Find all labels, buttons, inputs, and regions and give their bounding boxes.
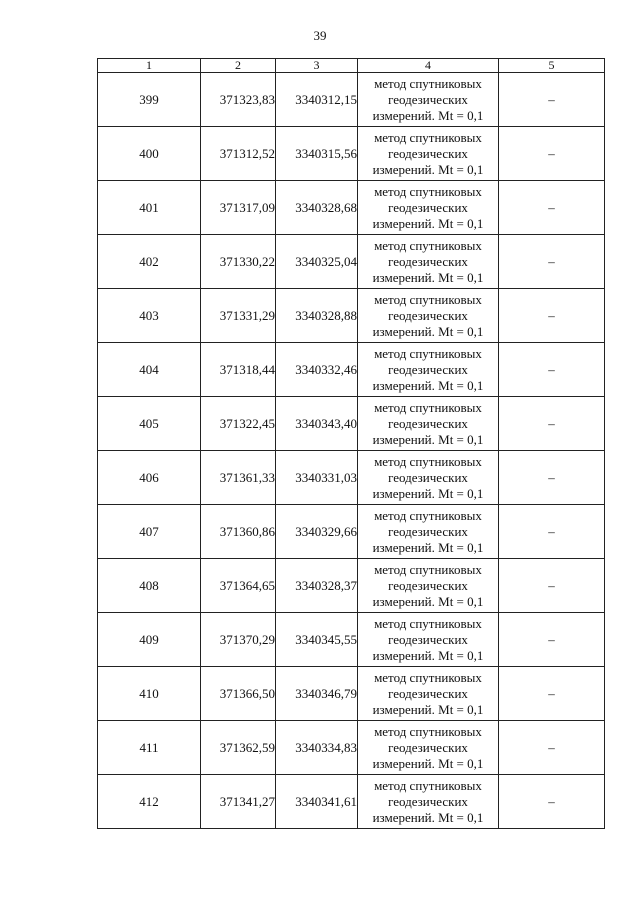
header-col-4: 4 xyxy=(358,59,499,73)
method-cell xyxy=(358,667,499,721)
table-body xyxy=(98,73,605,829)
method-cell xyxy=(358,289,499,343)
point-number-cell: 404 xyxy=(98,343,201,397)
header-col-1: 1 xyxy=(98,59,201,73)
y-coordinate-cell: 3340328,37 xyxy=(276,559,358,613)
table-row xyxy=(98,559,605,613)
header-col-3: 3 xyxy=(276,59,358,73)
method-text-line: геодезических xyxy=(388,145,468,161)
table-row xyxy=(98,289,605,343)
table-header xyxy=(98,59,605,73)
header-col-5: 5 xyxy=(499,59,605,73)
method-text-line: метод спутниковых xyxy=(374,507,482,523)
table-row xyxy=(98,397,605,451)
method-text-line: измерений. Mt = 0,1 xyxy=(372,809,484,825)
method-text-line: измерений. Mt = 0,1 xyxy=(372,701,484,717)
x-coordinate-cell: 371318,44 xyxy=(201,343,276,397)
method-text-line: метод спутниковых xyxy=(374,237,482,253)
y-coordinate-cell: 3340312,15 xyxy=(276,73,358,127)
method-text-line: измерений. Mt = 0,1 xyxy=(372,161,484,177)
method-cell xyxy=(358,397,499,451)
point-number-cell: 406 xyxy=(98,451,201,505)
point-number-cell: 411 xyxy=(98,721,201,775)
note-cell: – xyxy=(499,127,605,181)
x-coordinate-cell: 371312,52 xyxy=(201,127,276,181)
note-cell: – xyxy=(499,235,605,289)
y-coordinate-cell: 3340328,68 xyxy=(276,181,358,235)
coordinates-table xyxy=(97,58,605,829)
method-text-line: геодезических xyxy=(388,577,468,593)
method-text-line: измерений. Mt = 0,1 xyxy=(372,323,484,339)
method-text-line: измерений. Mt = 0,1 xyxy=(372,485,484,501)
page-number: 39 xyxy=(313,28,327,43)
method-text-line: геодезических xyxy=(388,631,468,647)
method-text-line: измерений. Mt = 0,1 xyxy=(372,647,484,663)
x-coordinate-cell: 371341,27 xyxy=(201,775,276,829)
note-cell: – xyxy=(499,667,605,721)
x-coordinate-cell: 371370,29 xyxy=(201,613,276,667)
method-cell xyxy=(358,775,499,829)
y-coordinate-cell: 3340315,56 xyxy=(276,127,358,181)
method-text-line: геодезических xyxy=(388,523,468,539)
note-cell: – xyxy=(499,505,605,559)
method-text-line: геодезических xyxy=(388,469,468,485)
point-number-cell: 399 xyxy=(98,73,201,127)
note-cell: – xyxy=(499,397,605,451)
method-cell xyxy=(358,505,499,559)
method-text-line: измерений. Mt = 0,1 xyxy=(372,107,484,123)
method-cell xyxy=(358,721,499,775)
method-cell xyxy=(358,73,499,127)
method-text-line: метод спутниковых xyxy=(374,399,482,415)
x-coordinate-cell: 371362,59 xyxy=(201,721,276,775)
method-text-line: метод спутниковых xyxy=(374,75,482,91)
method-text-line: геодезических xyxy=(388,199,468,215)
y-coordinate-cell: 3340329,66 xyxy=(276,505,358,559)
x-coordinate-cell: 371366,50 xyxy=(201,667,276,721)
table-row xyxy=(98,451,605,505)
method-cell xyxy=(358,181,499,235)
point-number-cell: 408 xyxy=(98,559,201,613)
note-cell: – xyxy=(499,721,605,775)
method-cell xyxy=(358,343,499,397)
method-text-line: геодезических xyxy=(388,685,468,701)
method-cell xyxy=(358,235,499,289)
method-text-line: геодезических xyxy=(388,361,468,377)
x-coordinate-cell: 371361,33 xyxy=(201,451,276,505)
x-coordinate-cell: 371330,22 xyxy=(201,235,276,289)
method-text-line: измерений. Mt = 0,1 xyxy=(372,593,484,609)
y-coordinate-cell: 3340341,61 xyxy=(276,775,358,829)
method-text-line: геодезических xyxy=(388,793,468,809)
table-row xyxy=(98,613,605,667)
point-number-cell: 403 xyxy=(98,289,201,343)
y-coordinate-cell: 3340334,83 xyxy=(276,721,358,775)
x-coordinate-cell: 371323,83 xyxy=(201,73,276,127)
header-row xyxy=(98,59,605,73)
note-cell: – xyxy=(499,775,605,829)
note-cell: – xyxy=(499,73,605,127)
point-number-cell: 400 xyxy=(98,127,201,181)
table-row xyxy=(98,127,605,181)
note-cell: – xyxy=(499,613,605,667)
table-row xyxy=(98,505,605,559)
point-number-cell: 409 xyxy=(98,613,201,667)
x-coordinate-cell: 371360,86 xyxy=(201,505,276,559)
method-cell xyxy=(358,559,499,613)
point-number-cell: 402 xyxy=(98,235,201,289)
point-number-cell: 410 xyxy=(98,667,201,721)
point-number-cell: 412 xyxy=(98,775,201,829)
point-number-cell: 407 xyxy=(98,505,201,559)
method-cell xyxy=(358,127,499,181)
point-number-cell: 405 xyxy=(98,397,201,451)
method-cell xyxy=(358,451,499,505)
table-row xyxy=(98,235,605,289)
header-col-2: 2 xyxy=(201,59,276,73)
method-text-line: метод спутниковых xyxy=(374,777,482,793)
method-text-line: метод спутниковых xyxy=(374,183,482,199)
method-text-line: геодезических xyxy=(388,307,468,323)
y-coordinate-cell: 3340346,79 xyxy=(276,667,358,721)
method-text-line: измерений. Mt = 0,1 xyxy=(372,269,484,285)
method-text-line: метод спутниковых xyxy=(374,291,482,307)
note-cell: – xyxy=(499,451,605,505)
method-text-line: геодезических xyxy=(388,415,468,431)
note-cell: – xyxy=(499,181,605,235)
table-row xyxy=(98,73,605,127)
method-text-line: измерений. Mt = 0,1 xyxy=(372,431,484,447)
y-coordinate-cell: 3340325,04 xyxy=(276,235,358,289)
x-coordinate-cell: 371364,65 xyxy=(201,559,276,613)
method-text-line: метод спутниковых xyxy=(374,723,482,739)
y-coordinate-cell: 3340331,03 xyxy=(276,451,358,505)
table-row xyxy=(98,721,605,775)
method-text-line: метод спутниковых xyxy=(374,669,482,685)
method-text-line: метод спутниковых xyxy=(374,453,482,469)
method-text-line: метод спутниковых xyxy=(374,615,482,631)
note-cell: – xyxy=(499,559,605,613)
method-text-line: геодезических xyxy=(388,91,468,107)
table-row xyxy=(98,343,605,397)
method-text-line: измерений. Mt = 0,1 xyxy=(372,755,484,771)
x-coordinate-cell: 371322,45 xyxy=(201,397,276,451)
method-text-line: измерений. Mt = 0,1 xyxy=(372,215,484,231)
method-text-line: измерений. Mt = 0,1 xyxy=(372,539,484,555)
note-cell: – xyxy=(499,289,605,343)
method-text-line: измерений. Mt = 0,1 xyxy=(372,377,484,393)
point-number-cell: 401 xyxy=(98,181,201,235)
note-cell: – xyxy=(499,343,605,397)
table-row xyxy=(98,667,605,721)
method-text-line: геодезических xyxy=(388,253,468,269)
method-text-line: метод спутниковых xyxy=(374,561,482,577)
y-coordinate-cell: 3340345,55 xyxy=(276,613,358,667)
table-row xyxy=(98,775,605,829)
x-coordinate-cell: 371331,29 xyxy=(201,289,276,343)
y-coordinate-cell: 3340328,88 xyxy=(276,289,358,343)
method-text-line: метод спутниковых xyxy=(374,345,482,361)
method-cell xyxy=(358,613,499,667)
method-text-line: геодезических xyxy=(388,739,468,755)
y-coordinate-cell: 3340332,46 xyxy=(276,343,358,397)
method-text-line: метод спутниковых xyxy=(374,129,482,145)
y-coordinate-cell: 3340343,40 xyxy=(276,397,358,451)
x-coordinate-cell: 371317,09 xyxy=(201,181,276,235)
table-row xyxy=(98,181,605,235)
